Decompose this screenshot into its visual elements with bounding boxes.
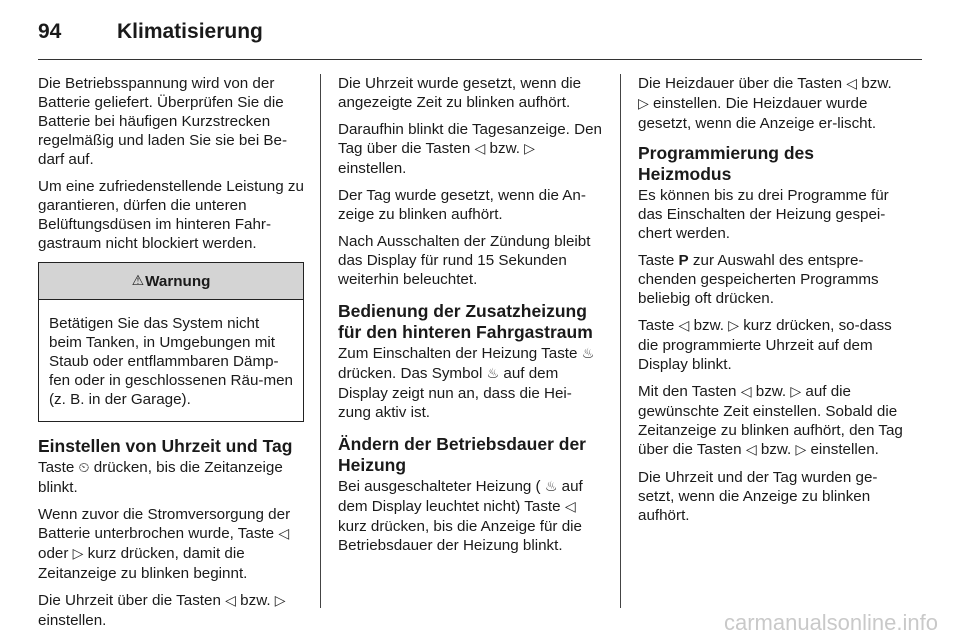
paragraph: Die Uhrzeit über die Tasten ◁ bzw. ▷ einstellen. (38, 592, 286, 629)
warning-title: Warnung (145, 272, 211, 290)
column-divider (620, 74, 621, 608)
section-heading-duration: Ändern der Betriebsdauer der Heizung (338, 434, 586, 475)
left-triangle-icon: ◁ (846, 76, 858, 92)
paragraph: Taste ⏲ drücken, bis die Zeitanzeige blinkt. (38, 459, 283, 496)
paragraph: Die Betriebsspannung wird von der Batterie geliefert. Überprüfen Sie die Batterie bei häufigen Kurzstrecken regelmäßig und laden Sie sie bei Be-darf auf. (38, 75, 288, 168)
left-triangle-icon: ◁ (564, 499, 576, 515)
paragraph: Taste ◁ bzw. ▷ kurz drücken, so-dass die programmierte Uhrzeit auf dem Display blinkt. (638, 317, 892, 373)
column-2 (338, 74, 604, 563)
paragraph: Zum Einschalten der Heizung Taste ♨ drücken. Das Symbol ♨ auf dem Display zeigt nun an, dass die Hei-zung aktiv ist. (338, 345, 595, 421)
warning-box (38, 262, 304, 422)
paragraph: Taste P zur Auswahl des entspre-chenden gespeicherten Programms beliebig oft drücken. (638, 252, 879, 307)
right-triangle-icon: ▷ (274, 593, 286, 609)
paragraph: Der Tag wurde gesetzt, wenn die An-zeige zu blinken aufhört. (338, 187, 586, 223)
left-triangle-icon: ◁ (474, 141, 486, 157)
paragraph: Es können bis zu drei Programme für das Einschalten der Heizung gespei-chert werden. (638, 187, 889, 242)
watermark: carmanualsonline.info (723, 610, 938, 635)
section-heading-aux-heater: Bedienung der Zusatzheizung für den hinteren Fahrgastraum (338, 301, 593, 342)
section-heading-clock: Einstellen von Uhrzeit und Tag (38, 436, 293, 456)
section-heading-programming: Programmierung des Heizmodus (638, 143, 815, 184)
warning-header (39, 263, 303, 300)
warning-icon: ⚠ (131, 272, 145, 289)
left-triangle-icon: ◁ (278, 526, 290, 542)
right-triangle-icon: ▷ (795, 442, 807, 458)
heater-icon: ♨ (544, 479, 558, 495)
right-triangle-icon: ▷ (72, 546, 84, 562)
left-triangle-icon: ◁ (678, 318, 690, 334)
left-triangle-icon: ◁ (745, 442, 757, 458)
paragraph: Bei ausgeschalteter Heizung ( ♨ auf dem Display leuchtet nicht) Taste ◁ kurz drücken, bis die Anzeige für die Betriebsdauer der Heizung blinkt. (338, 478, 583, 554)
right-triangle-icon: ▷ (638, 96, 649, 112)
clock-icon: ⏲ (78, 460, 90, 476)
paragraph: Daraufhin blinkt die Tagesanzeige. Den Tag über die Tasten ◁ bzw. ▷ einstellen. (338, 121, 602, 177)
paragraph: Die Uhrzeit wurde gesetzt, wenn die angezeigte Zeit zu blinken aufhört. (338, 75, 582, 111)
right-triangle-icon: ▷ (524, 141, 535, 157)
paragraph: Die Heizdauer über die Tasten ◁ bzw. ▷ einstellen. Die Heizdauer wurde gesetzt, wenn die Anzeige er-lischt. (638, 75, 892, 132)
paragraph: Mit den Tasten ◁ bzw. ▷ auf die gewünschte Zeit einstellen. Sobald die Zeitanzeige zu blinken aufhört, den Tag über die Tasten ◁ bzw. ▷ einstellen. (638, 383, 903, 458)
page-header (0, 0, 960, 62)
column-3 (638, 74, 904, 533)
paragraph: Die Uhrzeit und der Tag wurden ge-setzt, wenn die Anzeige zu blinken aufhört. (638, 469, 878, 524)
left-triangle-icon: ◁ (225, 593, 236, 609)
warning-body: Betätigen Sie das System nicht beim Tanken, in Umgebungen mit Staub oder entflammbaren Dämp-fen oder in geschlossenen Räu-men (z. B. in der Garage). (49, 315, 293, 408)
paragraph: Nach Ausschalten der Zündung bleibt das Display für rund 15 Sekunden weiterhin beleuchtet. (338, 233, 591, 288)
header-rule (38, 59, 922, 60)
page-number: 94 (38, 20, 62, 43)
right-triangle-icon: ▷ (728, 318, 739, 334)
column-1 (38, 74, 304, 638)
heater-icon: ♨ (486, 366, 500, 382)
column-divider (320, 74, 321, 608)
heater-icon: ♨ (581, 346, 595, 362)
page-title: Klimatisierung (117, 20, 263, 43)
p-key-label: P (678, 252, 689, 269)
paragraph: Um eine zufriedenstellende Leistung zu garantieren, dürfen die unteren Belüftungsdüsen im hinteren Fahr-gastraum nicht blockiert werden. (38, 178, 304, 252)
left-triangle-icon: ◁ (740, 384, 752, 400)
paragraph: Wenn zuvor die Stromversorgung der Batterie unterbrochen wurde, Taste ◁ oder ▷ kurz drücken, damit die Zeitanzeige zu blinken beginnt. (38, 506, 291, 582)
right-triangle-icon: ▷ (790, 384, 802, 400)
